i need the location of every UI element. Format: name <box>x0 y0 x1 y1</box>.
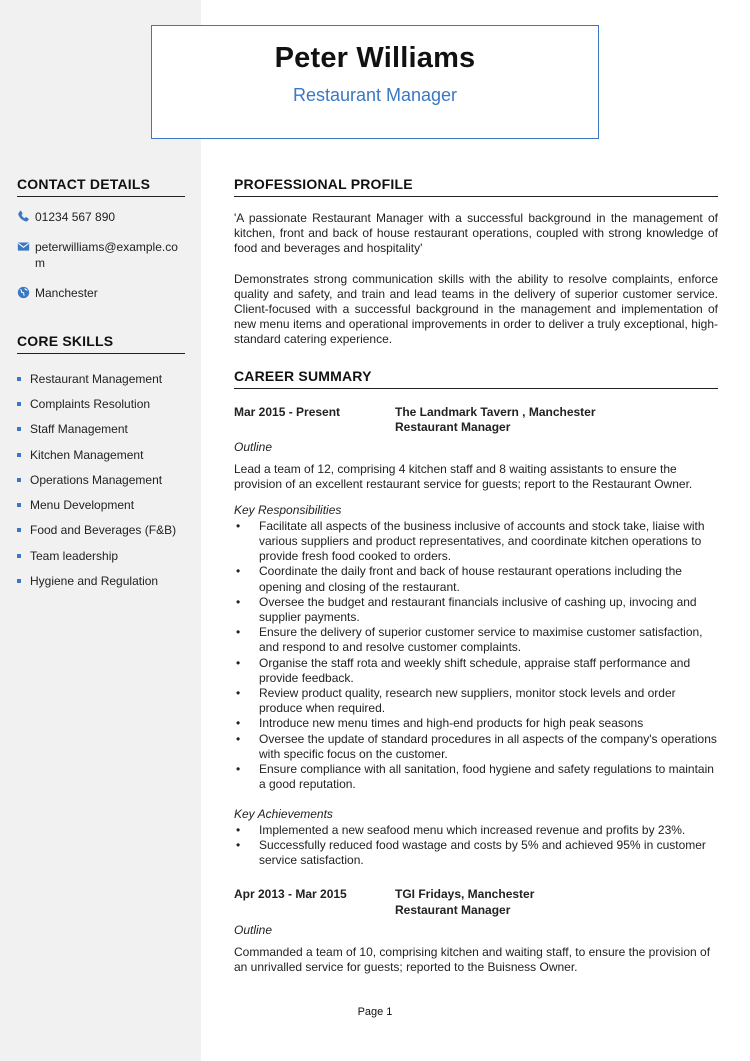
job-title: Restaurant Manager <box>395 902 511 917</box>
candidate-name: Peter Williams <box>274 42 476 74</box>
outline-label: Outline <box>234 440 273 455</box>
candidate-role: Restaurant Manager <box>292 85 458 105</box>
skill-item: Hygiene and Regulation <box>17 568 185 593</box>
contact-phone-text: 01234 567 890 <box>35 210 116 224</box>
job-company: TGI Fridays, Manchester <box>395 887 535 902</box>
skill-item: Staff Management <box>17 417 185 442</box>
outline-label: Outline <box>234 922 273 937</box>
contact-email <box>17 239 185 271</box>
list-item: • Organise the staff rota and weekly shift schedule, appraise staff performance and provide feedback. <box>236 655 691 685</box>
list-item: • Oversee the update of standard procedures in all aspects of the company's operations with specific focus on the customer. <box>236 731 717 761</box>
list-item: • Successfully reduced food wastage and costs by 5% and achieved 95% in customer service satisfaction. <box>236 837 706 868</box>
bullet-icon <box>17 579 21 583</box>
outline-text: Commanded a team of 10, comprising kitchen and waiting staff, to ensure the provision of an unrivalled service for guests; reported to the Buisness Owner. <box>234 944 711 975</box>
bullet-icon <box>17 402 21 406</box>
resume-header <box>151 25 599 139</box>
skill-item: Restaurant Management <box>17 366 185 391</box>
career-heading: CAREER SUMMARY <box>234 368 718 389</box>
list-item: • Ensure the delivery of superior customer service to maximise customer satisfaction, and respond to and resolve customer complaints. <box>236 625 703 655</box>
list-item: • Implemented a new seafood menu which increased revenue and profits by 23%. <box>236 822 686 837</box>
skill-item: Kitchen Management <box>17 442 185 467</box>
bullet-icon <box>17 478 21 482</box>
bullet-icon <box>17 554 21 558</box>
globe-icon <box>17 285 35 301</box>
job-header <box>234 405 718 435</box>
job-dates: Apr 2013 - Mar 2015 <box>234 887 347 902</box>
responsibilities-list <box>234 519 718 793</box>
bullet-icon <box>17 503 21 507</box>
contact-list <box>17 209 185 301</box>
responsibilities-label: Key Responsibilities <box>234 502 342 517</box>
page-number: Page 1 <box>357 1006 393 1018</box>
list-item: • Coordinate the daily front and back of house restaurant operations including the opening and closing of the restaurant. <box>236 564 682 594</box>
bullet-icon <box>17 427 21 431</box>
job-entry <box>234 405 718 869</box>
bullet-icon <box>17 528 21 532</box>
job-header <box>234 887 718 917</box>
profile-details: Demonstrates strong communication skills with the ability to resolve complaints, enforce quality and safety, and train and lead teams in the delivery of superior customer service. Client-focused with a successful background in the management and implementation of new menu items and operational improvements in order to deliver a truly exceptional, high-standard catering experience. <box>234 271 718 347</box>
list-item: • Oversee the budget and restaurant financials inclusive of cashing up, invocing and supplier payments. <box>236 594 697 625</box>
list-item: • Review product quality, research new suppliers, monitor stock levels and order produce when required. <box>236 686 676 716</box>
sidebar <box>17 176 185 594</box>
contact-heading: CONTACT DETAILS <box>17 176 185 197</box>
job-title: Restaurant Manager <box>395 419 511 434</box>
job-company: The Landmark Tavern , Manchester <box>395 404 596 419</box>
email-icon <box>17 239 35 271</box>
outline-text: Lead a team of 12, comprising 4 kitchen staff and 8 waiting assistants to ensure the provision of an excellent restaurant service for guests; report to the Restaurant Owner. <box>234 462 693 492</box>
main-content <box>234 176 718 975</box>
profile-heading: PROFESSIONAL PROFILE <box>234 176 718 197</box>
job-dates: Mar 2015 - Present <box>234 404 341 419</box>
skill-item: Menu Development <box>17 492 185 517</box>
job-entry <box>234 887 718 975</box>
contact-phone <box>17 209 185 225</box>
job-employer <box>395 887 534 917</box>
achievements-list <box>234 823 718 869</box>
job-employer <box>395 405 596 435</box>
phone-icon <box>17 209 35 225</box>
bullet-icon <box>17 377 21 381</box>
contact-location-text: Manchester <box>35 286 98 300</box>
profile-summary: 'A passionate Restaurant Manager with a successful background in the management of kitchen, front and back of house restaurant operations, coupled with strong knowledge of food and beverages and hospitality' <box>234 211 718 256</box>
skills-heading: CORE SKILLS <box>17 333 185 354</box>
list-item: • Introduce new menu times and high-end products for high peak seasons <box>236 716 644 731</box>
skill-list <box>17 366 185 594</box>
skill-item: Operations Management <box>17 467 185 492</box>
achievements-label: Key Achievements <box>234 806 333 821</box>
skill-item: Complaints Resolution <box>17 391 185 416</box>
skill-item: Team leadership <box>17 543 185 568</box>
contact-email-text: peterwilliams@example.com <box>35 240 178 270</box>
list-item: • Facilitate all aspects of the business inclusive of accounts and stock take, liaise with various suppliers and product representatives, and coordinate kitchen operations to provide fresh food cooked to orders. <box>236 518 705 564</box>
skill-item: Food and Beverages (F&B) <box>17 518 185 543</box>
contact-location <box>17 285 185 301</box>
bullet-icon <box>17 453 21 457</box>
list-item: • Ensure compliance with all sanitation, food hygiene and safety regulations to maintain a good reputation. <box>236 762 714 792</box>
